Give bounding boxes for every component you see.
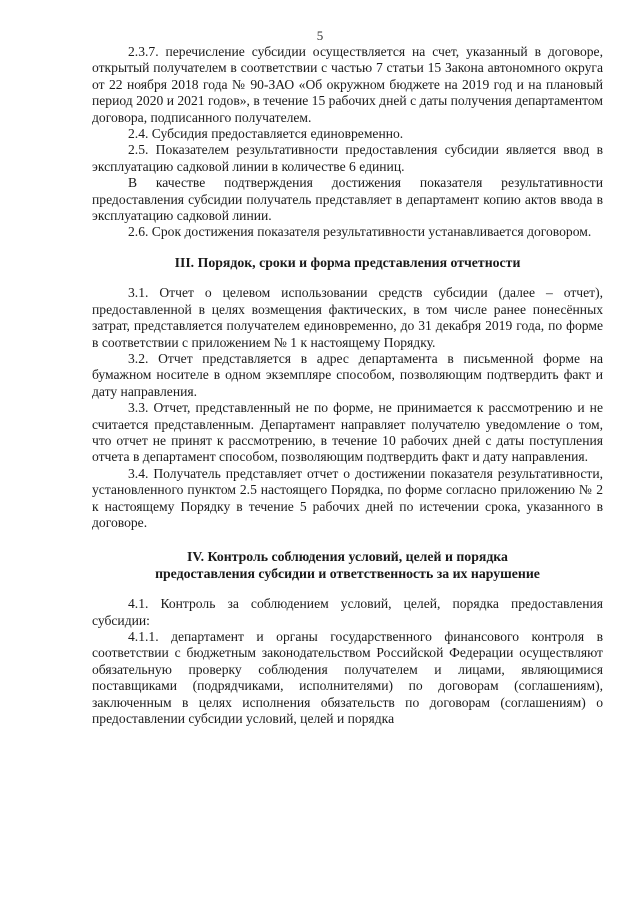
section-4-title-line-1: IV. Контроль соблюдения условий, целей и порядка	[187, 549, 508, 565]
paragraph-3-3: 3.3. Отчет, представленный не по форме, не принимается к рассмотрению и не считается представленным. Департамент направляет получателю уведомление о том, что отчет не принят к рассмотрению, в течение 10 рабочих дней с даты поступления отчета в департамент способом, позволяющим подтвердить факт и дату направления.	[92, 400, 603, 465]
paragraph-3-1: 3.1. Отчет о целевом использовании средств субсидии (далее – отчет), предоставленной в целях возмещения фактических, в том числе ранее понесённых затрат, представляется получателем единовременно, до 31 декабря 2019 года, по форме в соответствии с приложением № 1 к настоящему Порядку.	[92, 285, 603, 350]
paragraph-2-5-confirmation: В качестве подтверждения достижения показателя результативности предоставления субсидии получатель представляет в департамент копию актов ввода в эксплуатацию садковой линии.	[92, 175, 603, 224]
paragraph-2-4: 2.4. Субсидия предоставляется единовременно.	[128, 126, 404, 142]
spacer	[92, 271, 603, 285]
paragraph-4-1-1: 4.1.1. департамент и органы государственного финансового контроля в соответствии с бюджетным законодательством Российской Федерации осуществляют обязательную проверку соблюдения получателем и лицами, являющимися поставщиками (подрядчиками, исполнителями) по договорам (соглашениям), заключенным в целях исполнения обязательств по договорам (соглашениям) о предоставлении субсидии условий, целей и порядка	[92, 629, 603, 727]
section-4-title-line-2: предоставления субсидии и ответственность за их нарушение	[155, 565, 540, 581]
paragraph-2-6: 2.6. Срок достижения показателя результативности устанавливается договором.	[128, 224, 592, 240]
paragraph-3-4: 3.4. Получатель представляет отчет о достижении показателя результативности, установленного пунктом 2.5 настоящего Порядка, по форме согласно приложению № 2 к настоящему Порядку в течение 5 рабочих дней по истечении срока, указанного в договоре.	[92, 465, 603, 530]
spacer	[92, 531, 603, 549]
paragraph-2-3-7: 2.3.7. перечисление субсидии осуществляется на счет, указанный в договоре, открытый получателем в соответствии с частью 7 статьи 15 Закона автономного округа от 22 ноября 2018 года № 90-ЗАО «Об окружном бюджете на 2019 год и на плановый период 2020 и 2021 годов», в течение 15 рабочих дней с даты получения департаментом договора, подписанного получателем.	[92, 44, 603, 125]
page-number: 5	[316, 28, 324, 43]
spacer	[92, 241, 603, 255]
paragraph-4-1: 4.1. Контроль за соблюдением условий, целей, порядка предоставления субсидии:	[92, 596, 603, 628]
document-body	[92, 44, 603, 727]
paragraph-2-5: 2.5. Показателем результативности предоставления субсидии является ввод в эксплуатацию садковой линии в количестве 6 единиц.	[92, 142, 603, 174]
section-3-title: III. Порядок, сроки и форма представления отчетности	[174, 254, 521, 270]
paragraph-3-2: 3.2. Отчет представляется в адрес департамента в письменной форме на бумажном носителе в одном экземпляре способом, позволяющим подтвердить факт и дату направления.	[92, 350, 603, 399]
spacer	[92, 582, 603, 596]
